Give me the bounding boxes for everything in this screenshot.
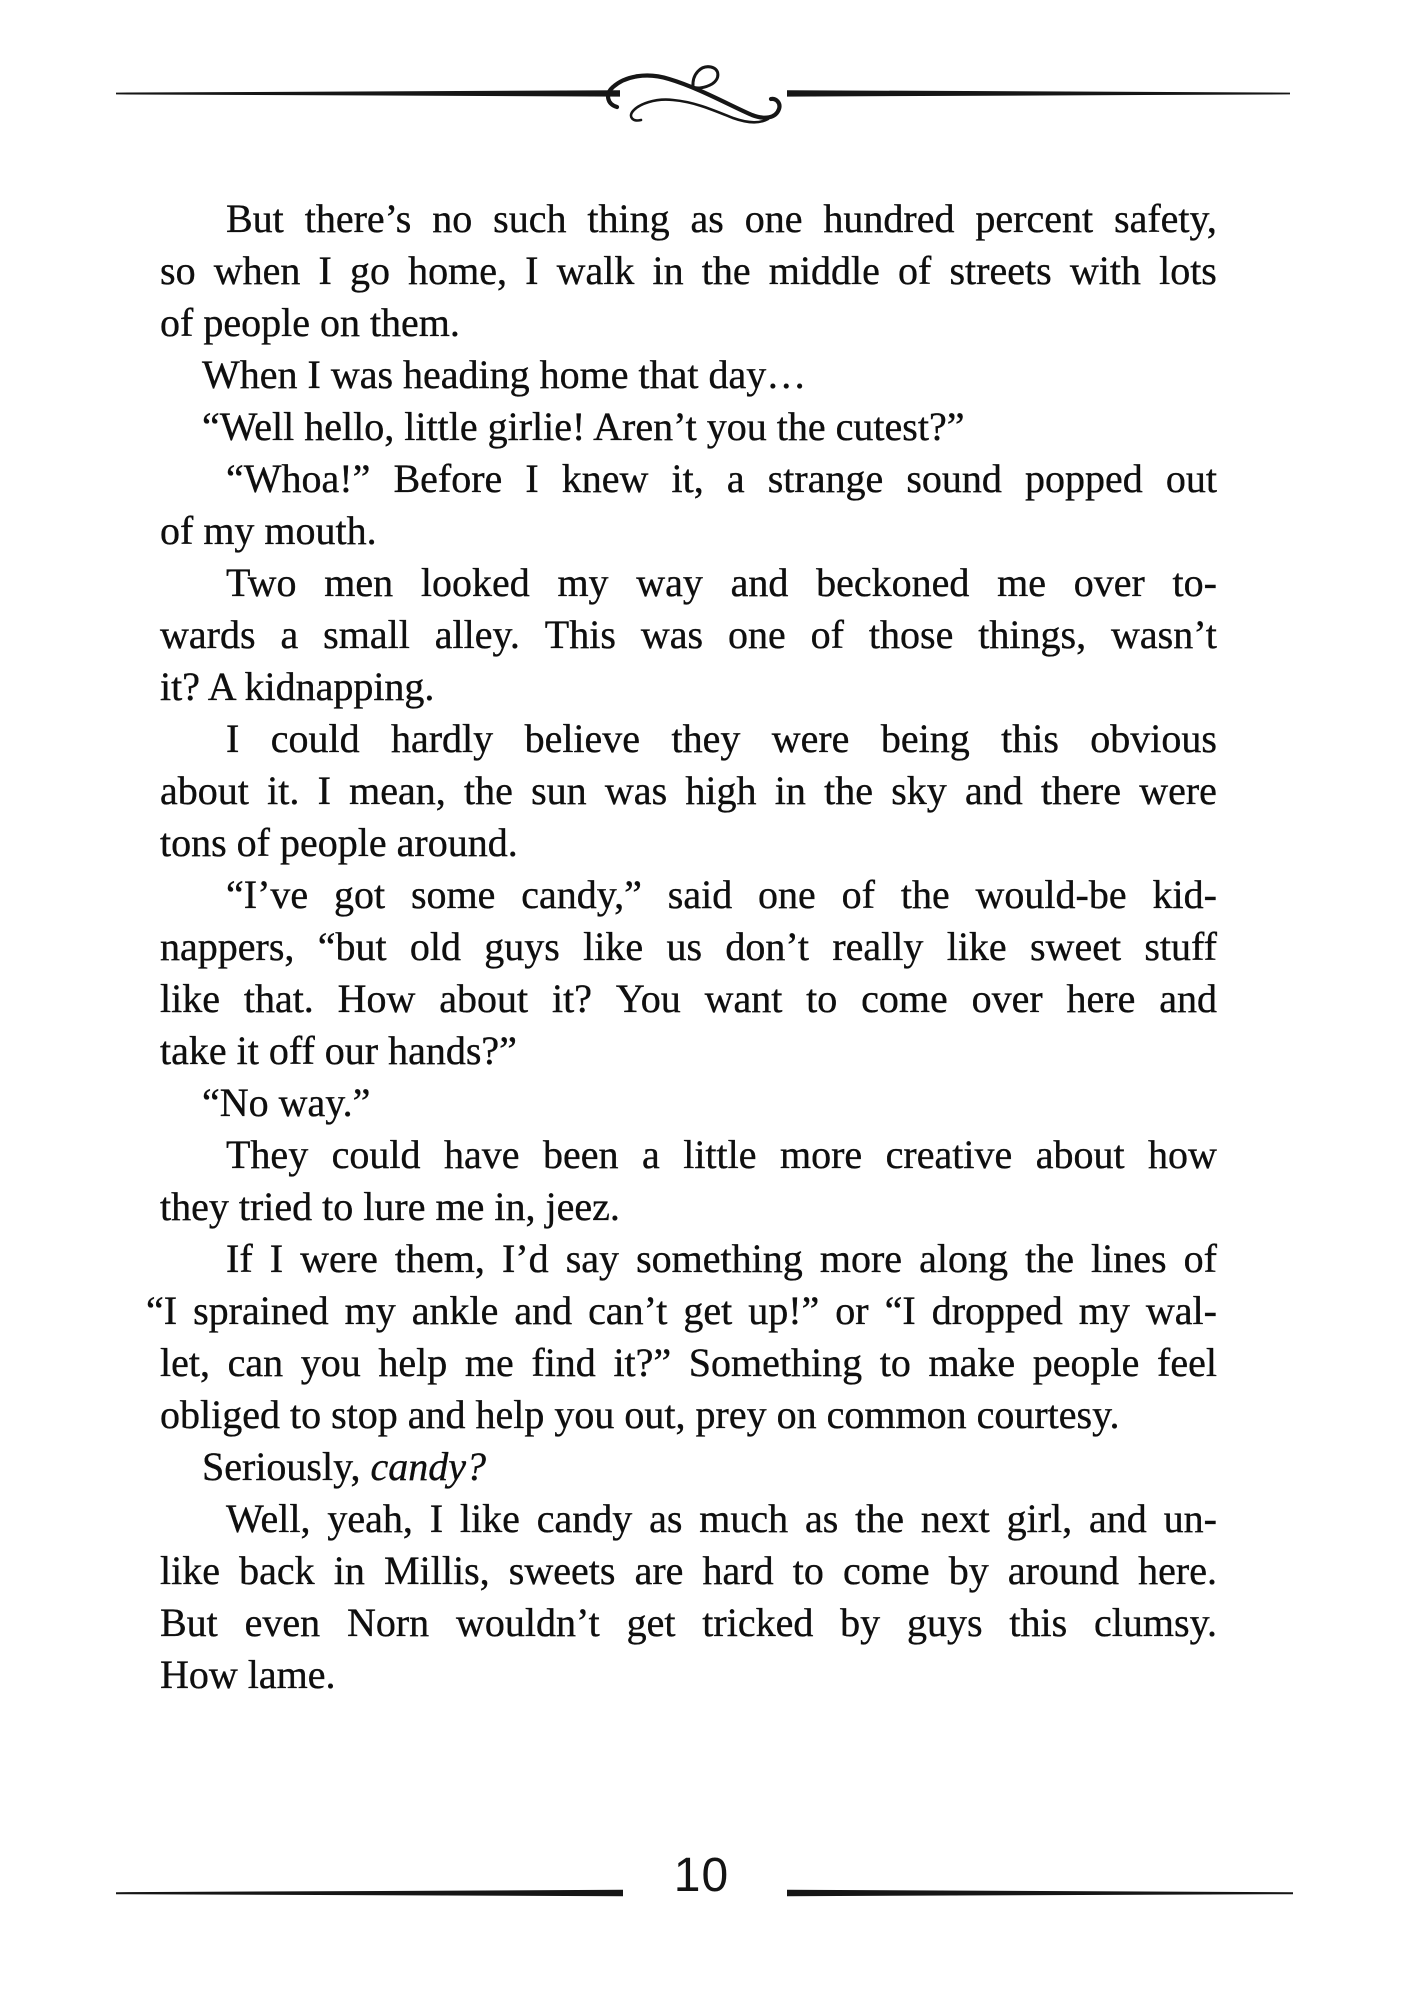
text-line: Well, yeah, I like candy as much as the next girl, and un- (226, 1496, 1217, 1541)
text-line: “I’ve got some candy,” said one of the would-be kid- (226, 872, 1217, 917)
text-line: wards a small alley. This was one of those things, wasn’t (160, 612, 1217, 657)
text-line: it? A kidnapping. (160, 664, 435, 709)
flourish-icon (608, 67, 779, 123)
text-line: “Well hello, little girlie! Aren’t you the cutest?” (202, 404, 965, 449)
text-line: like that. How about it? You want to come over here and (160, 976, 1217, 1021)
text-line: so when I go home, I walk in the middle of streets with lots (160, 248, 1217, 293)
text-line: They could have been a little more creative about how (226, 1132, 1217, 1177)
page-number: 10 (673, 1849, 730, 1902)
text-line: When I was heading home that day… (202, 352, 807, 397)
text-line: But there’s no such thing as one hundred percent safety, (226, 196, 1217, 241)
text-line: obliged to stop and help you out, prey on common courtesy. (160, 1392, 1120, 1437)
text-line: Seriously, candy? (202, 1444, 487, 1489)
body-text (146, 193, 1217, 1701)
header-rule-right (787, 90, 1290, 96)
text-line: nappers, “but old guys like us don’t really like sweet stuff (160, 924, 1217, 969)
text-line: How lame. (160, 1652, 336, 1697)
text-line: of my mouth. (160, 508, 377, 553)
text-line: take it off our hands?” (160, 1028, 517, 1073)
header-rule (0, 55, 1403, 145)
text-line: they tried to lure me in, jeez. (160, 1184, 620, 1229)
text-line: If I were them, I’d say something more along the lines of (226, 1236, 1217, 1281)
text-line: like back in Millis, sweets are hard to come by around here. (160, 1548, 1217, 1593)
text-line: about it. I mean, the sun was high in the sky and there were (160, 768, 1217, 813)
text-line: tons of people around. (160, 820, 518, 865)
text-line: I could hardly believe they were being this obvious (226, 716, 1217, 761)
text-line: let, can you help me find it?” Something to make people feel (160, 1340, 1217, 1385)
text-line: “Whoa!” Before I knew it, a strange sound popped out (226, 456, 1217, 501)
text-line: “I sprained my ankle and can’t get up!” or “I dropped my wal- (146, 1288, 1217, 1333)
text-line: Two men looked my way and beckoned me over to- (226, 560, 1217, 605)
text-line: of people on them. (160, 300, 460, 345)
text-line: But even Norn wouldn’t get tricked by guys this clumsy. (160, 1600, 1217, 1645)
header-rule-left (116, 90, 620, 96)
text-line: “No way.” (202, 1080, 371, 1125)
